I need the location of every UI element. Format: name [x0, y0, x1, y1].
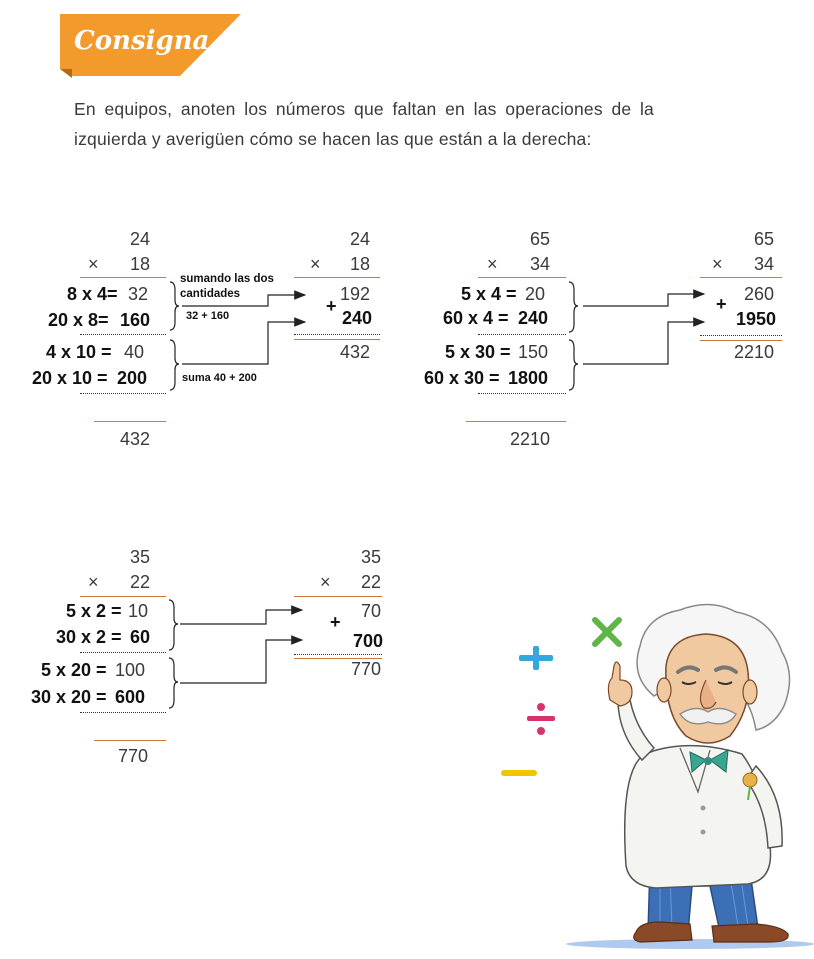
p1r-times-sign: ×	[310, 254, 321, 274]
p3-bottom-factor: 22	[129, 572, 150, 592]
p1-row3-expr: 4 x 10 =	[46, 342, 112, 362]
p2-arrow-1	[583, 294, 704, 306]
p2-row1-val: 20	[525, 284, 546, 304]
p2r-partial2: 1950	[735, 309, 776, 329]
p1-row4-expr: 20 x 10 =	[32, 368, 108, 388]
p3-arrow-2	[180, 640, 302, 683]
p1-row4-val: 200	[117, 368, 148, 388]
p1r-bottom-factor: 18	[349, 254, 370, 274]
p1r-partial2: 240	[341, 308, 372, 328]
p1r-top-factor: 24	[349, 229, 370, 249]
p2r-top-factor: 65	[753, 229, 774, 249]
p3-brace-2	[169, 658, 178, 708]
p3-brace-1	[169, 600, 178, 650]
p2-arrow-2	[583, 322, 704, 364]
p2-total: 2210	[509, 429, 550, 449]
p3-row1-expr: 5 x 2 =	[66, 601, 122, 621]
p3-total: 770	[117, 746, 148, 766]
plus-icon	[519, 646, 553, 670]
p3-row3-val: 100	[115, 660, 146, 680]
p1-arrow-2	[182, 322, 305, 364]
p1-brace-2	[170, 340, 179, 390]
p1r-plus: +	[326, 296, 337, 316]
p2-row3-expr: 5 x 30 =	[445, 342, 511, 362]
p1-note1-line2: cantidades	[180, 288, 241, 300]
p1-brace-1	[170, 282, 179, 330]
p3-row2-expr: 30 x 2 =	[56, 627, 122, 647]
p2r-bottom-factor: 34	[753, 254, 774, 274]
p1-row3-val: 40	[124, 342, 145, 362]
p2-times-sign: ×	[487, 254, 498, 274]
p1-total: 432	[119, 429, 150, 449]
p2-brace-2	[569, 340, 578, 390]
p3r-partial1: 70	[360, 601, 381, 621]
p1-times-sign: ×	[88, 254, 99, 274]
p3r-plus: +	[330, 612, 341, 632]
consigna-title: Consigna	[74, 26, 210, 56]
p1-arrow-1	[182, 295, 305, 306]
p1r-partial1: 192	[339, 284, 370, 304]
p2-row3-val: 150	[518, 342, 549, 362]
instructions-text: En equipos, anoten los números que faltan en las operaciones de la izquierda y averigüen cómo se hacen las que están a la derecha:	[74, 99, 654, 149]
p3r-times-sign: ×	[320, 572, 331, 592]
p3-times-sign: ×	[88, 572, 99, 592]
p2-row1-expr: 5 x 4 =	[461, 284, 517, 304]
p3-top-factor: 35	[129, 547, 150, 567]
p1-row2-val: 160	[120, 310, 151, 330]
p2-row4-expr: 60 x 30 =	[424, 368, 500, 388]
divide-icon	[527, 703, 555, 735]
einstein-cartoon-icon	[560, 596, 814, 950]
p1-row2-expr: 20 x 8=	[48, 310, 109, 330]
p2r-times-sign: ×	[712, 254, 723, 274]
p2r-partial1: 260	[743, 284, 774, 304]
p3-row1-val: 10	[128, 601, 149, 621]
p1-note2: suma 40 + 200	[182, 372, 257, 384]
p1-bottom-factor: 18	[129, 254, 150, 274]
p2-row2-val: 240	[518, 308, 549, 328]
p2-brace-1	[569, 282, 578, 332]
p1-top-factor: 24	[129, 229, 150, 249]
p2r-plus: +	[716, 294, 727, 314]
p2r-total: 2210	[733, 342, 774, 362]
p1-row1-val: 32	[128, 284, 149, 304]
p1-note1-line1: sumando las dos	[180, 273, 274, 285]
p2-row4-val: 1800	[508, 368, 549, 388]
p1r-total: 432	[339, 342, 370, 362]
p2-bottom-factor: 34	[529, 254, 550, 274]
p3r-top-factor: 35	[360, 547, 381, 567]
p1-row1-expr: 8 x 4=	[67, 284, 118, 304]
p3-row4-expr: 30 x 20 =	[31, 687, 107, 707]
p3-row3-expr: 5 x 20 =	[41, 660, 107, 680]
minus-icon	[501, 770, 537, 776]
p3r-bottom-factor: 22	[360, 572, 381, 592]
p3-arrow-1	[180, 610, 302, 624]
p3r-total: 770	[350, 659, 381, 679]
p3-row2-val: 60	[130, 627, 151, 647]
p2-row2-expr: 60 x 4 =	[443, 308, 509, 328]
p2-top-factor: 65	[529, 229, 550, 249]
p3r-partial2: 700	[352, 631, 383, 651]
p1-note1-sub: 32 + 160	[186, 310, 230, 322]
p3-row4-val: 600	[115, 687, 146, 707]
